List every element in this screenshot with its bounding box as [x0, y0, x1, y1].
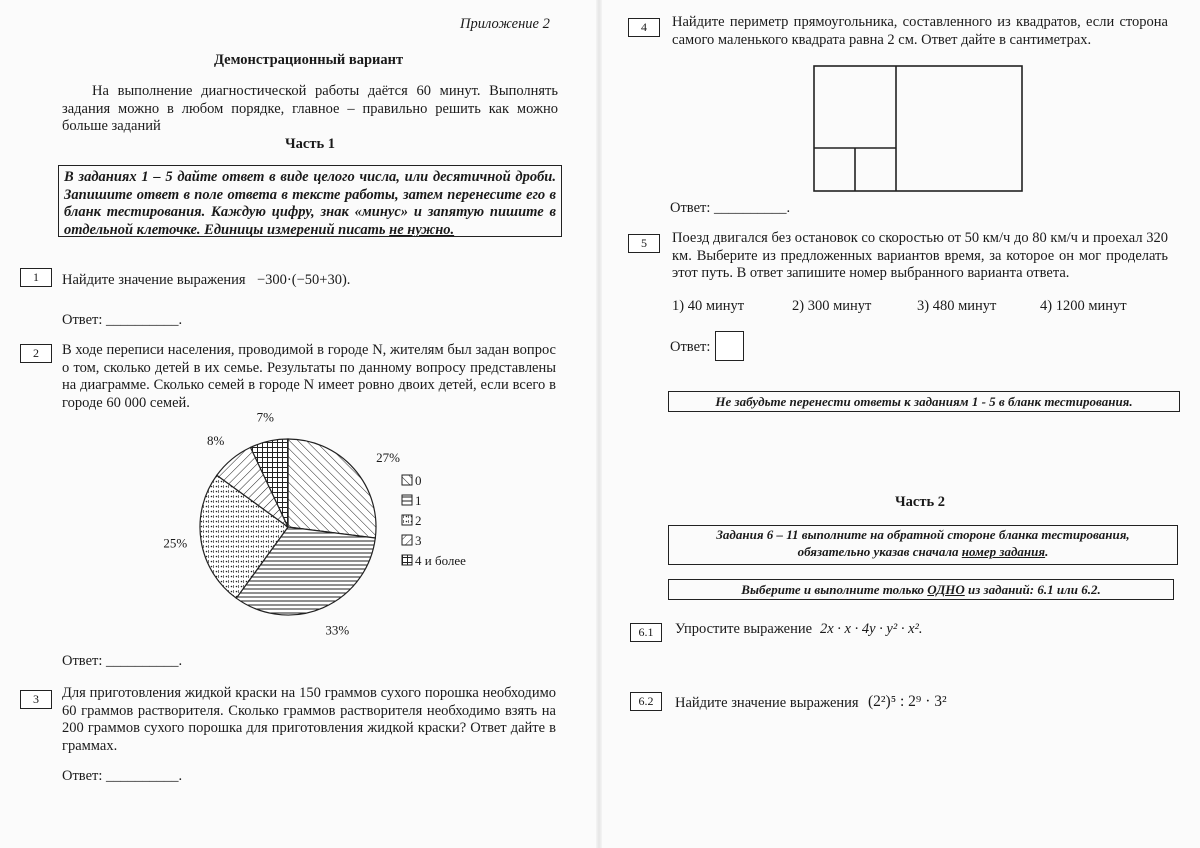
part2-note-line1: Задания 6 – 11 выполните на обратной стороне бланка тестирования, — [716, 527, 1130, 542]
left-page — [0, 0, 598, 848]
legend-swatch-1 — [402, 495, 412, 505]
appendix-label: Приложение 2 — [460, 16, 550, 32]
pie-label-4-и-более: 7% — [256, 409, 274, 425]
pie-slice-0 — [288, 439, 376, 538]
instruction-box — [58, 165, 562, 237]
legend-swatch-2 — [402, 515, 412, 525]
task5-option-3: 3) 480 минут — [917, 298, 997, 314]
task2-text: В ходе переписи населения, проводимой в городе N, жителям был задан вопрос о том, сколько детей в их семье. Результаты по данному вопросу представлены на диаграмме. Сколько семей в городе N имеет ровно двоих детей, если всего в городе 60 000 семей. — [62, 342, 556, 411]
task5-option-1: 1) 40 минут — [672, 298, 745, 314]
task4-number: 4 — [628, 18, 660, 37]
task5-answer-cell[interactable] — [715, 331, 744, 361]
task5-option-4: 4) 1200 минут — [1040, 298, 1127, 314]
task62-text: Найдите значение выражения — [675, 695, 859, 711]
task61-text: Упростите выражение — [675, 621, 813, 637]
task1-expression: −300·(−50+30). — [257, 272, 351, 288]
task5-text: Поезд двигался без остановок со скоростью от 50 км/ч до 80 км/ч и проехал 320 км. Выберите из предложенных вариантов время, за которое он мог проделать этот путь. В ответ запишите номер выбранного варианта ответа. — [672, 230, 1168, 281]
part2-note-box — [668, 525, 1178, 565]
task1-text: Найдите значение выражения — [62, 272, 246, 288]
right-page — [602, 0, 1200, 848]
legend-label-2: 2 — [415, 513, 422, 528]
part2-note-line2: обязательно указав сначала номер задания. — [797, 544, 1049, 559]
legend-swatch-0 — [402, 475, 412, 485]
pie-label-0: 27% — [376, 450, 400, 466]
task61-number: 6.1 — [630, 623, 662, 642]
task2-answer: Ответ: __________. — [62, 653, 183, 669]
pie-label-1: 33% — [325, 622, 350, 638]
legend-swatch-4-и-более — [402, 555, 412, 565]
task62-number: 6.2 — [630, 692, 662, 711]
pie-label-3: 8% — [207, 432, 225, 448]
task2-number: 2 — [20, 344, 52, 363]
task3-number: 3 — [20, 690, 52, 709]
intro-text: На выполнение диагностической работы даётся 60 минут. Выполнять задания можно в любом порядке, главное – правильно решить как можно больше заданий — [62, 83, 558, 134]
part2-title: Часть 2 — [895, 494, 945, 510]
task1-answer: Ответ: __________. — [62, 312, 183, 328]
task1-number: 1 — [20, 268, 52, 287]
legend-label-1: 1 — [415, 493, 422, 508]
task5-answer-label: Ответ: — [670, 339, 711, 355]
legend-label-3: 3 — [415, 533, 422, 548]
pie-label-2: 25% — [163, 535, 188, 551]
task61-expression: 2x · x · 4y · y² · x². — [820, 621, 923, 637]
page-title: Демонстрационный вариант — [214, 52, 404, 68]
squares-rectangle-figure — [812, 63, 1027, 195]
task4-text: Найдите периметр прямоугольника, составленного из квадратов, если сторона самого маленького квадрата равна 2 см. Ответ дайте в сантиметрах. — [672, 14, 1168, 48]
pie-chart — [163, 409, 490, 638]
legend-label-0: 0 — [415, 473, 422, 488]
instruction-text: В заданиях 1 – 5 дайте ответ в виде целого числа, или десятичной дроби. Запишите ответ в поле ответа в тексте работы, затем перенесите его в бланк тестирования. Каждую цифру, знак «минус» и запятую пишите в отдельной клеточке. Единицы измерений писать не нужно. — [64, 169, 556, 238]
instruction-underlined: не нужно. — [389, 221, 455, 238]
choose-note-box: Выберите и выполните только ОДНО из заданий: 6.1 или 6.2. — [668, 579, 1174, 600]
task5-number: 5 — [628, 234, 660, 253]
part1-title: Часть 1 — [285, 136, 335, 152]
task3-answer: Ответ: __________. — [62, 768, 183, 784]
task4-answer: Ответ: __________. — [670, 200, 791, 216]
legend-swatch-3 — [402, 535, 412, 545]
task5-option-2: 2) 300 минут — [792, 298, 872, 314]
task3-text: Для приготовления жидкой краски на 150 граммов сухого порошка необходимо 60 граммов растворителя. Сколько граммов растворителя необходимо взять на 200 граммов сухого порошка для приготовления жидкой краски? Ответ дайте в граммах. — [62, 685, 556, 754]
legend-label-4-и-более: 4 и более — [415, 553, 466, 568]
reminder-box: Не забудьте перенести ответы к заданиям 1 - 5 в бланк тестирования. — [668, 391, 1180, 412]
task62-expression: (2²)⁵ : 2⁹ · 3² — [868, 693, 947, 710]
